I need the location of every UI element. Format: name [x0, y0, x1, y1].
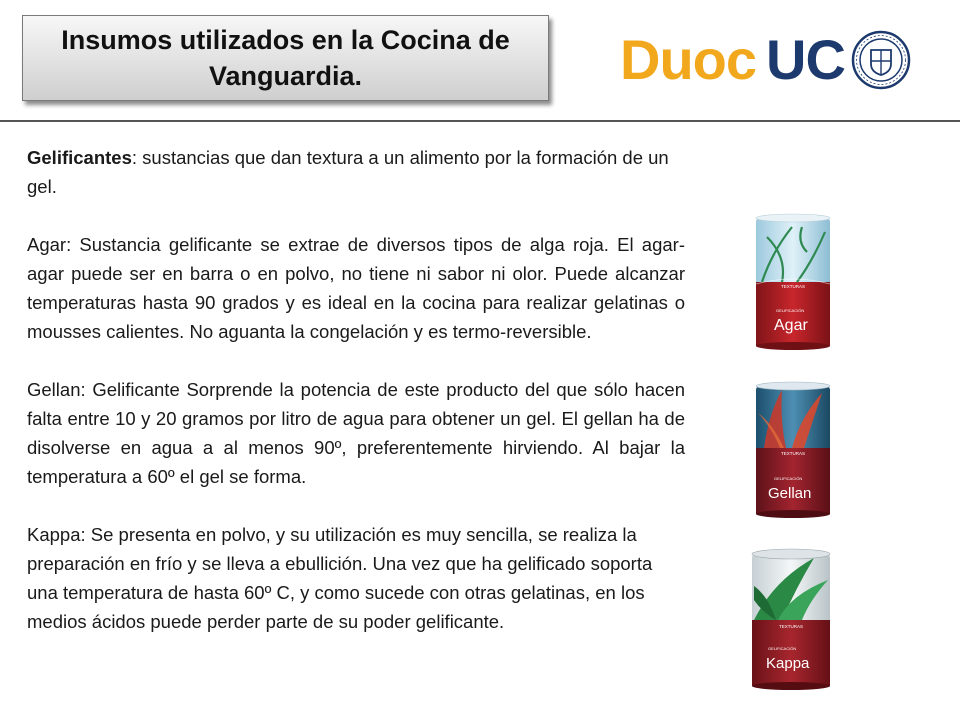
kappa-can-label: Kappa — [766, 655, 810, 672]
kappa-can-category: GELIFICACIÓN — [768, 646, 797, 651]
gelificantes-paragraph — [27, 143, 685, 201]
kappa-can-brand: TEXTURAS — [778, 624, 804, 629]
content-body — [27, 143, 685, 636]
duoc-uc-logo — [620, 24, 920, 96]
agar-paragraph: Agar: Sustancia gelificante se extrae de diversos tipos de alga roja. El agar-agar puede ser en barra o en polvo, no tiene ni sabor ni olor. Puede alcanzar temperaturas hasta 90 grados y es ideal en la cocina para realizar gelatinas o mousses calientes. No aguanta la congelación y es termo-reversible. — [27, 234, 685, 342]
kappa-paragraph: Kappa: Se presenta en polvo, y su utilización es muy sencilla, se realiza la preparación en frío y se lleva a ebullición. Una vez que ha gelificado soporta una temperatura de hasta 60º C, y como sucede con otras gelatinas, en los medios ácidos puede perder parte de su poder gelificante. — [27, 524, 653, 632]
logo-uc-text: UC — [766, 28, 845, 91]
gelificantes-term: Gelificantes — [27, 147, 132, 168]
gelificantes-text: : sustancias que dan textura a un alimento por la formación de un gel. — [27, 147, 669, 197]
gellan-can-category: GELIFICACIÓN — [774, 476, 803, 481]
agar-can-brand: TEXTURAS — [780, 284, 806, 289]
page-title: Insumos utilizados en la Cocina de Vanguardia. — [61, 25, 510, 91]
agar-can-image — [752, 212, 834, 352]
gellan-paragraph: Gellan: Gelificante Sorprende la potencia de este producto del que sólo hacen falta entre 10 y 20 gramos por litro de agua para obtener un gel. El gellan ha de disolverse en agua a al menos 90º, preferentemente hirviendo. Al bajar la temperatura a 60º el gel se forma. — [27, 379, 685, 487]
gellan-can-brand: TEXTURAS — [780, 451, 806, 456]
title-box — [22, 15, 549, 101]
agar-can-label: Agar — [774, 317, 808, 334]
gellan-can-label: Gellan — [768, 485, 812, 502]
logo-duoc-text: Duoc — [620, 28, 756, 91]
header-divider — [0, 120, 960, 122]
gellan-can-image — [752, 380, 834, 520]
agar-can-category: GELIFICACIÓN — [776, 308, 805, 313]
kappa-can-image — [748, 546, 834, 692]
university-seal-icon — [851, 30, 911, 90]
